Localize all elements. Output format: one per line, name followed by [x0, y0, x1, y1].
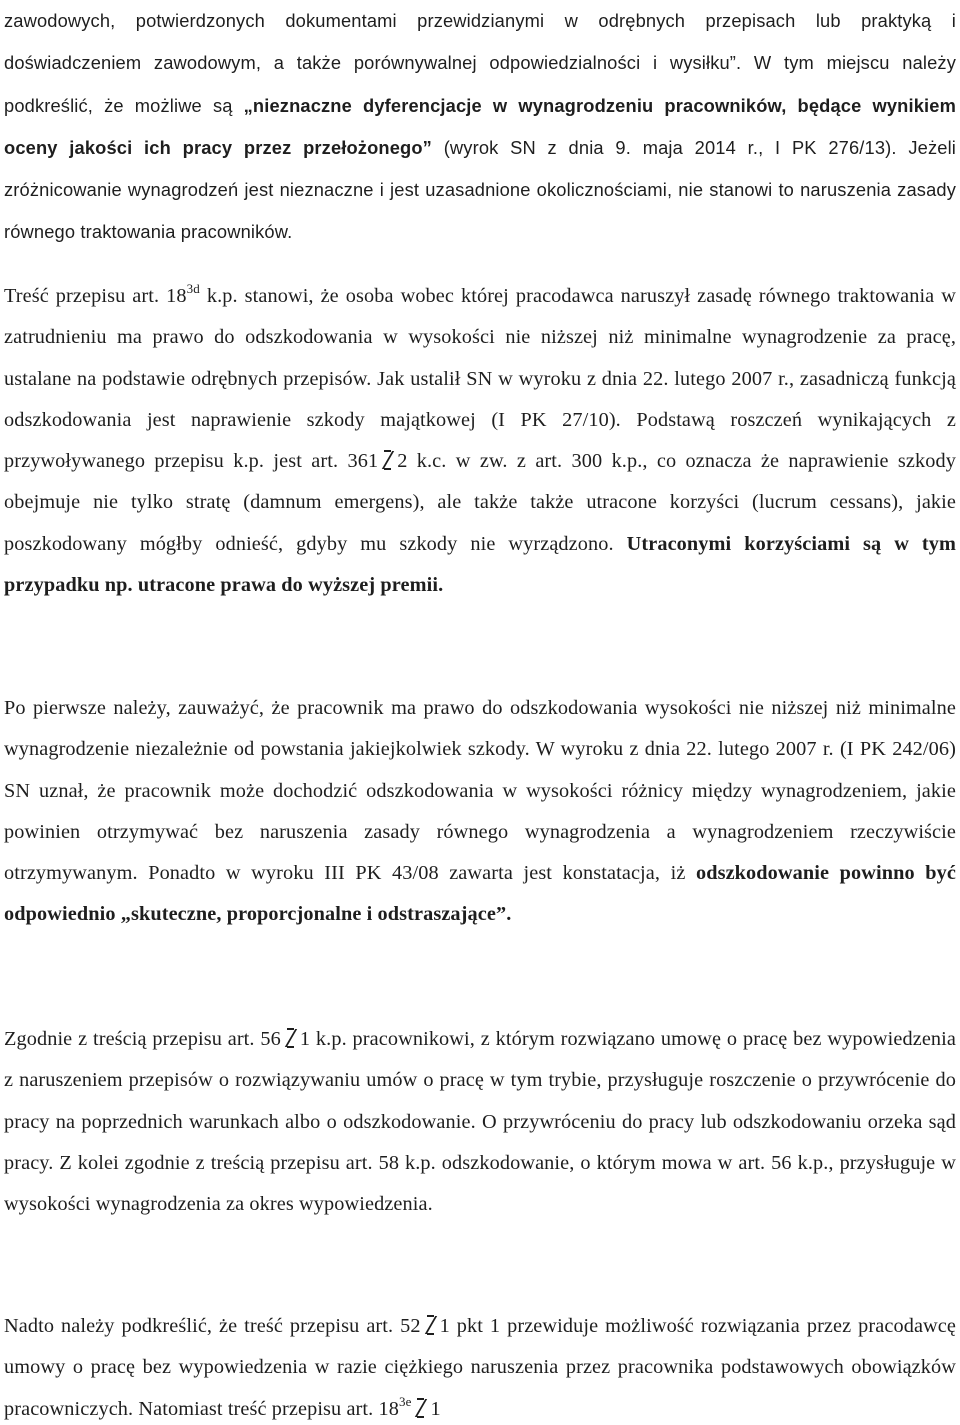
section-sign-icon [414, 1398, 427, 1418]
bold-statement: odszkodowanie powinno być odpowiednio „skuteczne, proporcjonalne i odstraszające”. [4, 862, 956, 926]
paragraph-equal-pay-differentiation [4, 0, 956, 254]
text-run: 1 pkt 1 przewiduje możliwość rozwiązania przez pracodawcę umowy o pracę bez wypowiedzenia w razie ciężkiego naruszenia przez pracownika podstawowych obowiązków pracowniczych. Natomiast treść przepisu art. 18 [4, 1315, 956, 1420]
text-run: 1 k.p. pracownikowi, z którym rozwiązano umowę o pracę bez wypowiedzenia z naruszeniem przepisów o rozwiązywaniu umów o pracę w tym trybie, przysługuje roszczenie o przywrócenie do pracy na poprzednich warunkach albo o odszkodowanie. O przywróceniu do pracy lub odszkodowaniu orzeka sąd pracy. Z kolei zgodnie z treścią przepisu art. 58 k.p. odszkodowanie, o którym mowa w art. 56 k.p., przysługuje w wysokości wynagrodzenia za okres wypowiedzenia. [4, 1028, 956, 1216]
bold-statement: Utraconymi korzyściami są w tym przypadku np. utracone prawa do wyższej premii. [4, 532, 957, 597]
text-run: k.p. stanowi, że osoba wobec której pracodawca naruszył zasadę równego traktowania w zatrudnieniu ma prawo do odszkodowania w wysokości nie niższej niż minimalne wynagrodzenie za pracę, ustalane na podstawie odrębnych przepisów. Jak ustalił SN w wyroku z dnia 22. lutego 2007 r., zasadniczą funkcją odszkodowania jest naprawienie szkody majątkowej (I PK 27/10). Podstawą roszczeń wynikających z przywoływanego przepisu k.p. jest art. 361 [4, 285, 957, 473]
text-run: 1 [430, 1397, 441, 1420]
text-run: 2 k.c. w zw. z art. 300 k.p., co oznacza że naprawienie szkody obejmuje nie tylko stratę (damnum emergens), ale także także utracone korzyści (lucrum cessans), jakie poszkodowany mógłby odnieść, gdyby mu szkody nie wyrządzono. [4, 450, 956, 555]
section-sign-icon [284, 1028, 297, 1048]
bold-quote: „nieznaczne dyferencjacje w wynagrodzeniu pracowników, będące wynikiem oceny jakości ich pracy przez przełożonego” [4, 94, 956, 158]
superscript: 3d [186, 281, 200, 296]
paragraph-art-56 [4, 1019, 956, 1225]
text-run: Zgodnie z treścią przepisu art. 56 [4, 1028, 281, 1050]
section-sign-icon [381, 450, 394, 470]
text-run: Po pierwsze należy, zauważyć, że pracownik ma prawo do odszkodowania wysokości nie niższej niż minimalne wynagrodzenie niezależnie od powstania jakiejkolwiek szkody. W wyroku z dnia 22. lutego 2007 r. (I PK 242/06) SN uznał, że pracownik może dochodzić odszkodowania w wysokości różnicy między wynagrodzeniem, jakie powinien otrzymywać bez naruszenia zasady równego wynagrodzenia a wynagrodzeniem rzeczywiście otrzymywanym. Ponadto w wyroku III PK 43/08 zawarta jest konstatacja, iż [4, 697, 956, 885]
paragraph-compensation-amount [4, 688, 956, 936]
paragraph-art-52 [4, 1306, 956, 1425]
text-run: (wyrok SN z dnia 9. maja 2014 r., I PK 276/13). Jeżeli zróżnicowanie wynagrodzeń jest nieznaczne i jest uzasadnione okolicznościami, nie stanowi to naruszenia zasady równego traktowania pracowników. [4, 136, 956, 243]
superscript: 3e [398, 1393, 412, 1409]
text-run: Nadto należy podkreślić, że treść przepisu art. 52 [4, 1315, 421, 1337]
text-run: Treść przepisu art. 18 [4, 285, 187, 307]
text-run: zawodowych, potwierdzonych dokumentami przewidzianymi w odrębnych przepisach lub praktyką i doświadczeniem zawodowym, a także porównywalnej odpowiedzialności i wysiłku”. W tym miejscu należy podkreślić, że możliwe są [4, 10, 956, 116]
paragraph-art-18-3d [4, 276, 956, 606]
section-sign-icon [424, 1315, 437, 1335]
